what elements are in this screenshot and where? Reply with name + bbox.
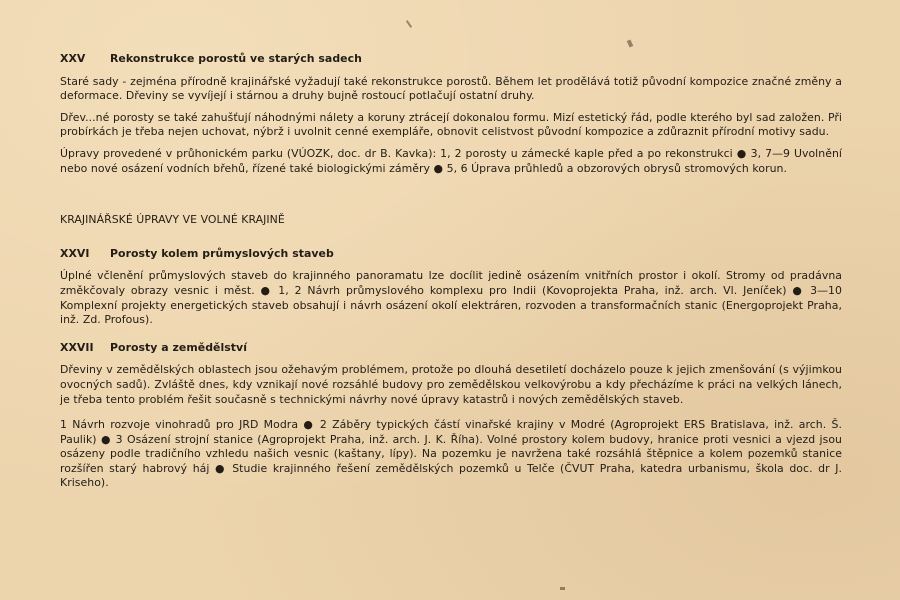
paragraph: Staré sady - zejména přírodně krajinářské vyžadují také rekonstrukce porostů. Během let prodělává totiž původní kompozice značné změny a deformace. Dřeviny se vyvíjejí i stárnou a druhy bujně rostoucí potlačují ostatní druhy. <box>60 74 842 103</box>
chapter-title: KRAJINÁŘSKÉ ÚPRAVY VE VOLNÉ KRAJINĚ <box>60 213 285 227</box>
section-heading-xxvii <box>60 341 842 356</box>
paragraph: Úplné včlenění průmyslových staveb do krajinného panoramatu lze docílit jedině osázením vnitřních prostor i okolí. Stromy od pradávna změkčovaly obrazy vesnic i měst. ● 1, 2 Návrh průmyslového komplexu pro Indii (Kovoprojekta Praha, inž. arch. Vl. Jeníček) ● 3—10 Komplexní projekty energetických staveb obsahují i návrh osázení okolí elektráren, rozvoden a transformačních stanic (Energoprojekt Praha, inž. Zd. Profous). <box>60 269 842 327</box>
section-number: XXVI <box>60 246 90 260</box>
paper-speck <box>560 587 565 590</box>
section-heading-xxv <box>60 52 842 67</box>
section-title: Porosty kolem průmyslových staveb <box>110 246 334 260</box>
paragraph: Dřev...né porosty se také zahušťují náhodnými nálety a koruny ztrácejí dokonalou formu. Mizí estetický řád, podle kterého byl sad založen. Při probírkách je třeba nejen uchovat, nýbrž i uvolnit cenné exempláře, obnovit celistvost původní kompozice a zdůraznit přírodní motivy sadu. <box>60 110 842 139</box>
section-title: Porosty a zemědělství <box>110 340 247 354</box>
paragraph: Úpravy provedené v průhonickém parku (VÚOZK, doc. dr B. Kavka): 1, 2 porosty u zámecké kaple před a po rekonstrukci ● 3, 7—9 Uvolnění nebo nové osázení vodních břehů, řízené také biologickými záměry ● 5, 6 Úprava průhledů a obzorových obrysů stromových korun. <box>60 146 842 175</box>
paragraph: Dřeviny v zemědělských oblastech jsou ožehavým problémem, protože po dlouhá desetiletí docházelo pouze k jejich zmenšování (s výjimkou ovocných sadů). Zvláště dnes, kdy vznikají nové rozsáhlé budovy pro zemědělskou velkovýrobu a kdy přecházíme k práci na velkých lánech, je třeba tento problém řešit současně s technickými návrhy nové úpravy katastrů i nových zemědělských staveb. <box>60 363 842 406</box>
section-heading-xxvi <box>60 247 842 262</box>
section-title: Rekonstrukce porostů ve starých sadech <box>110 52 362 65</box>
section-number: XXVII <box>60 340 94 354</box>
text-column <box>60 52 842 498</box>
paper-speck <box>627 39 634 47</box>
paper-speck <box>406 20 412 28</box>
paragraph: 1 Návrh rozvoje vinohradů pro JRD Modra ● 2 Záběry typických částí vinařské krajiny v Modré (Agroprojekt ERS Bratislava, inž. arch. Š. Paulik) ● 3 Osázení strojní stanice (Agroprojekt Praha, inž. arch. J. K. Říha). Volné prostory kolem budovy, hranice proti vesnici a vjezd jsou osázeny podle tradičního vzhledu našich vesnic (kaštany, lípy). Na pozemku je navržena také rozsáhlá štěpnice a kolem pozemků stanice rozšířen starý habrový háj ● Studie krajinného řešení zemědělských pozemků u Telče (ČVUT Praha, katedra urbanismu, škola doc. dr J. Kriseho). <box>60 418 842 490</box>
section-number: XXV <box>60 52 86 65</box>
